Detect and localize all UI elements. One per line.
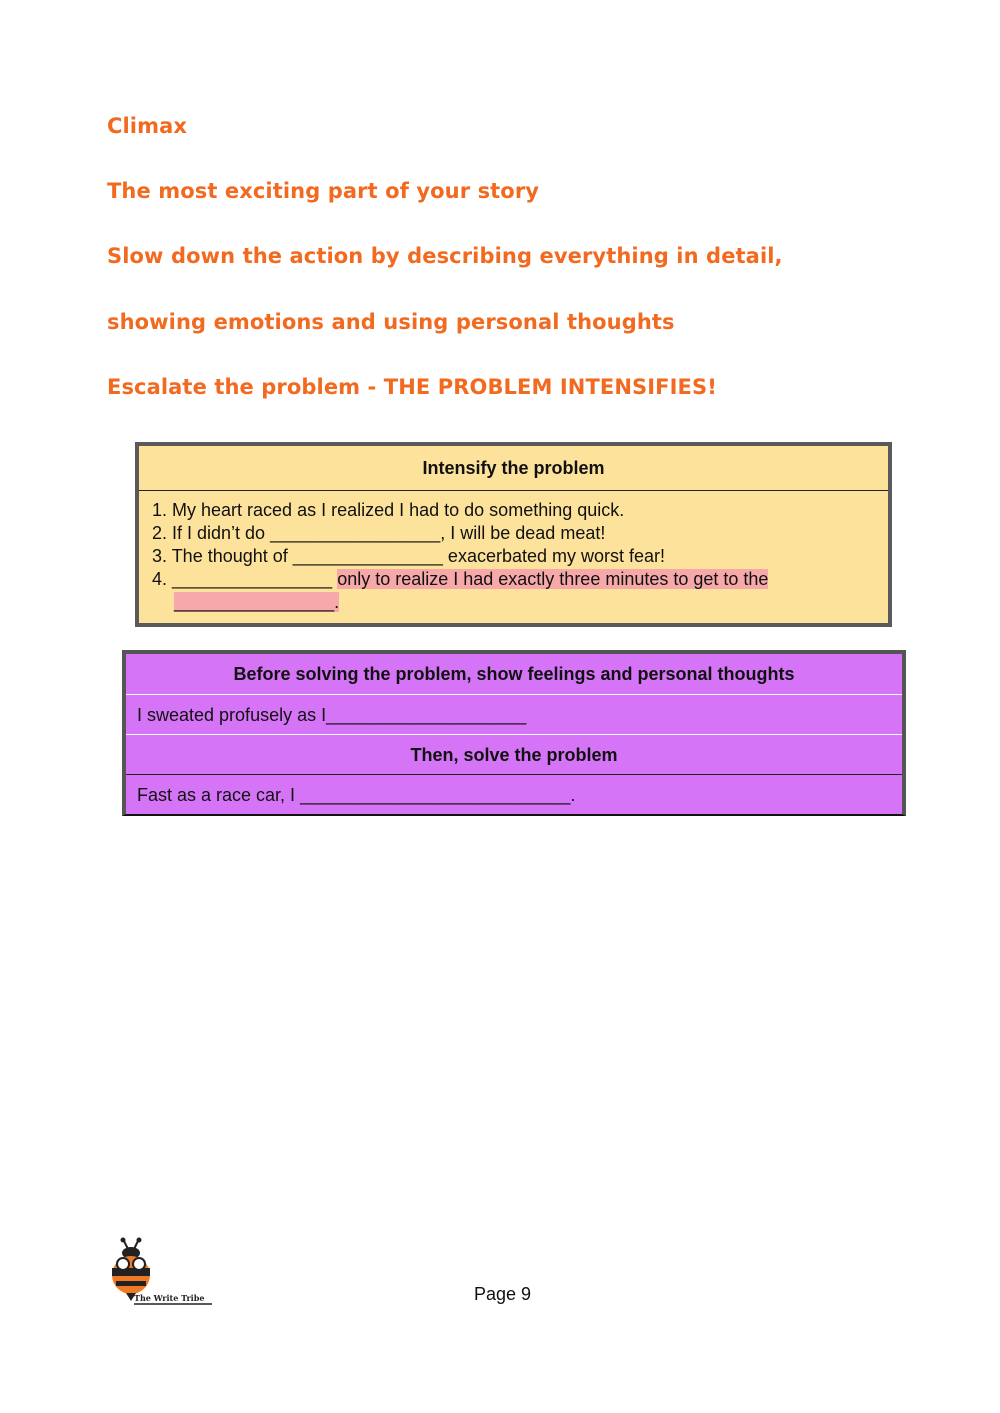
intensify-title: Intensify the problem — [139, 446, 888, 491]
feelings-title: Before solving the problem, show feelings and personal thoughts — [233, 664, 795, 684]
list-item-continuation — [152, 591, 888, 614]
intensify-box — [135, 442, 892, 627]
list-item: 1. My heart raced as I realized I had to do something quick. — [152, 500, 625, 520]
highlighted-text: only to realize I had exactly three minutes to get to the — [337, 569, 769, 589]
list-item — [152, 568, 888, 591]
intensify-list — [139, 491, 888, 614]
instruction-line-1: Slow down the action by describing everything in detail, — [107, 244, 783, 268]
write-tribe-logo — [108, 1235, 218, 1307]
section-subtitle: The most exciting part of your story — [107, 179, 540, 203]
page-number: Page 9 — [474, 1284, 532, 1304]
list-item-start: 4. ________________ — [152, 569, 338, 589]
list-item: 3. The thought of _______________ exacerbated my worst fear! — [152, 546, 666, 566]
logo-wordmark: The Write Tribe — [134, 1293, 205, 1303]
instruction-line-3: Escalate the problem - THE PROBLEM INTENSIFIES! — [107, 375, 717, 399]
feelings-table — [122, 650, 906, 816]
feelings-prompt: I sweated profusely as I____________________ — [126, 694, 902, 734]
list-item: 2. If I didn’t do _________________, I will be dead meat! — [152, 523, 606, 543]
highlighted-text: ________________. — [174, 592, 340, 612]
section-title: Climax — [107, 114, 188, 138]
solve-prompt: Fast as a race car, I ___________________________. — [126, 774, 902, 814]
instruction-line-2: showing emotions and using personal thoughts — [107, 310, 675, 334]
solve-title: Then, solve the problem — [126, 734, 902, 774]
